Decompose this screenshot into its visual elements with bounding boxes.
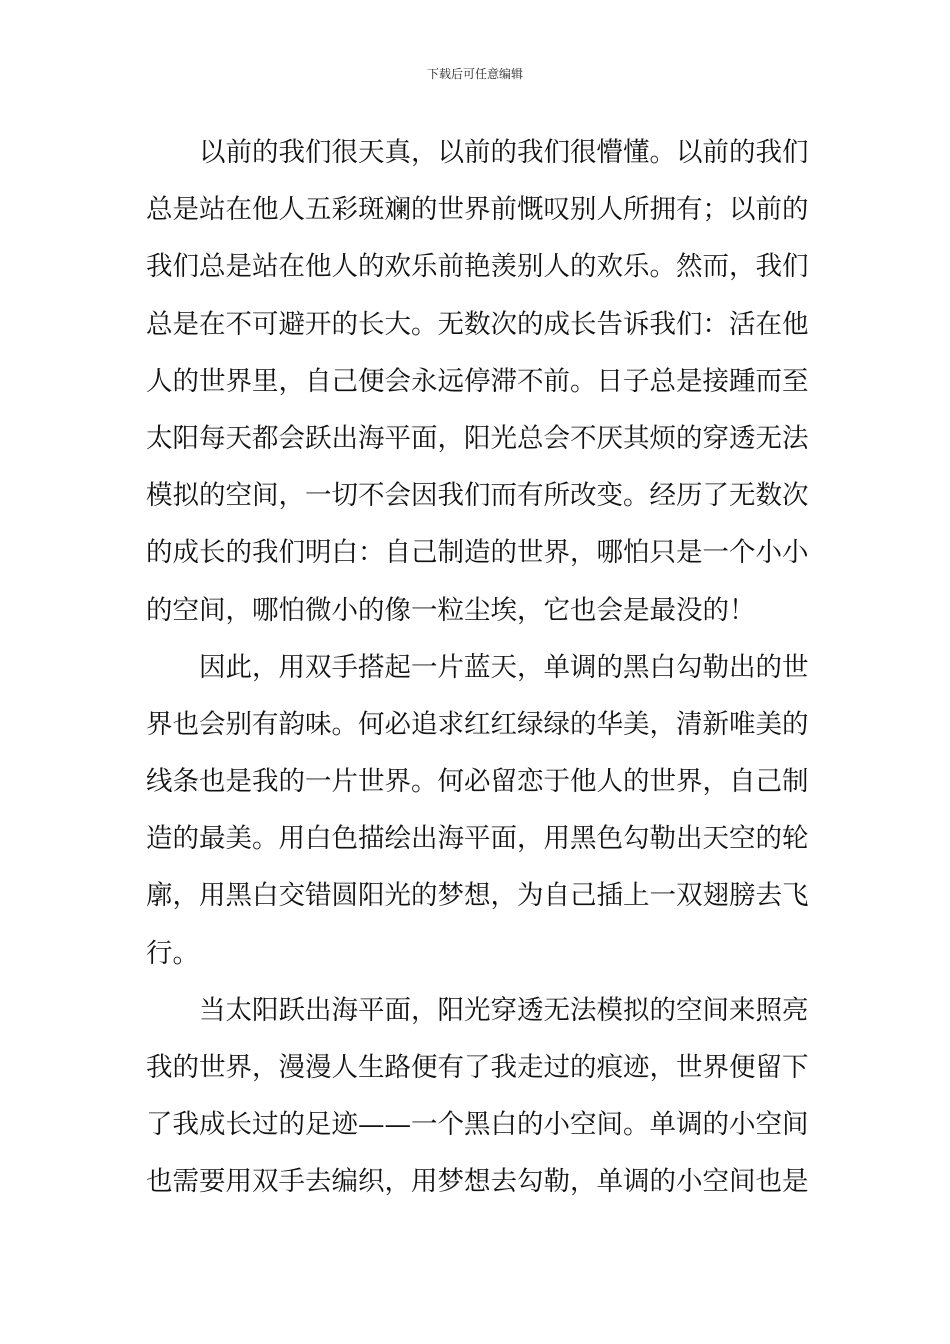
text-line: 太阳每天都会跃出海平面，阳光总会不厌其烦的穿透无法: [146, 422, 809, 454]
text-line: 总是站在他人五彩斑斓的世界前慨叹别人所拥有；以前的: [146, 194, 809, 226]
paragraph-3: [146, 982, 814, 1211]
page-header: 下载后可任意编辑: [426, 67, 523, 81]
text-line: 总是在不可避开的长大。无数次的成长告诉我们：活在他: [146, 308, 809, 340]
body-text: [146, 124, 814, 1211]
paragraph-1: [146, 124, 814, 639]
text-line: 以前的我们很天真，以前的我们很懵懂。以前的我们: [199, 137, 809, 168]
text-line: 了我成长过的足迹——一个黑白的小空间。单调的小空间: [146, 1109, 809, 1141]
text-line: 我们总是站在他人的欢乐前艳羡别人的欢乐。然而，我们: [146, 251, 809, 283]
text-line: 模拟的空间，一切不会因我们而有所改变。经历了无数次: [146, 480, 809, 512]
text-line: 界也会别有韵味。何必追求红红绿绿的华美，清新唯美的: [146, 708, 809, 740]
text-line: 线条也是我的一片世界。何必留恋于他人的世界，自己制: [146, 766, 809, 798]
text-line: 的空间，哪怕微小的像一粒尘埃，它也会是最没的！: [146, 594, 756, 626]
text-line: 当太阳跃出海平面，阳光穿透无法模拟的空间来照亮: [199, 994, 809, 1026]
text-line: 人的世界里，自己便会永远停滞不前。日子总是接踵而至: [146, 365, 809, 397]
text-line: 造的最美。用白色描绘出海平面，用黑色勾勒出天空的轮: [146, 823, 809, 855]
paragraph-2: [146, 639, 814, 982]
text-line: 也需要用双手去编织，用梦想去勾勒，单调的小空间也是: [146, 1166, 809, 1198]
text-line: 的成长的我们明白：自己制造的世界，哪怕只是一个小小: [146, 537, 809, 569]
text-line: 我的世界，漫漫人生路便有了我走过的痕迹，世界便留下: [146, 1052, 809, 1083]
text-line: 因此，用双手搭起一片蓝天，单调的黑白勾勒出的世: [199, 651, 809, 683]
text-line: 廓，用黑白交错圆阳光的梦想，为自己插上一双翅膀去飞: [146, 880, 809, 912]
text-line: 行。: [146, 937, 199, 969]
